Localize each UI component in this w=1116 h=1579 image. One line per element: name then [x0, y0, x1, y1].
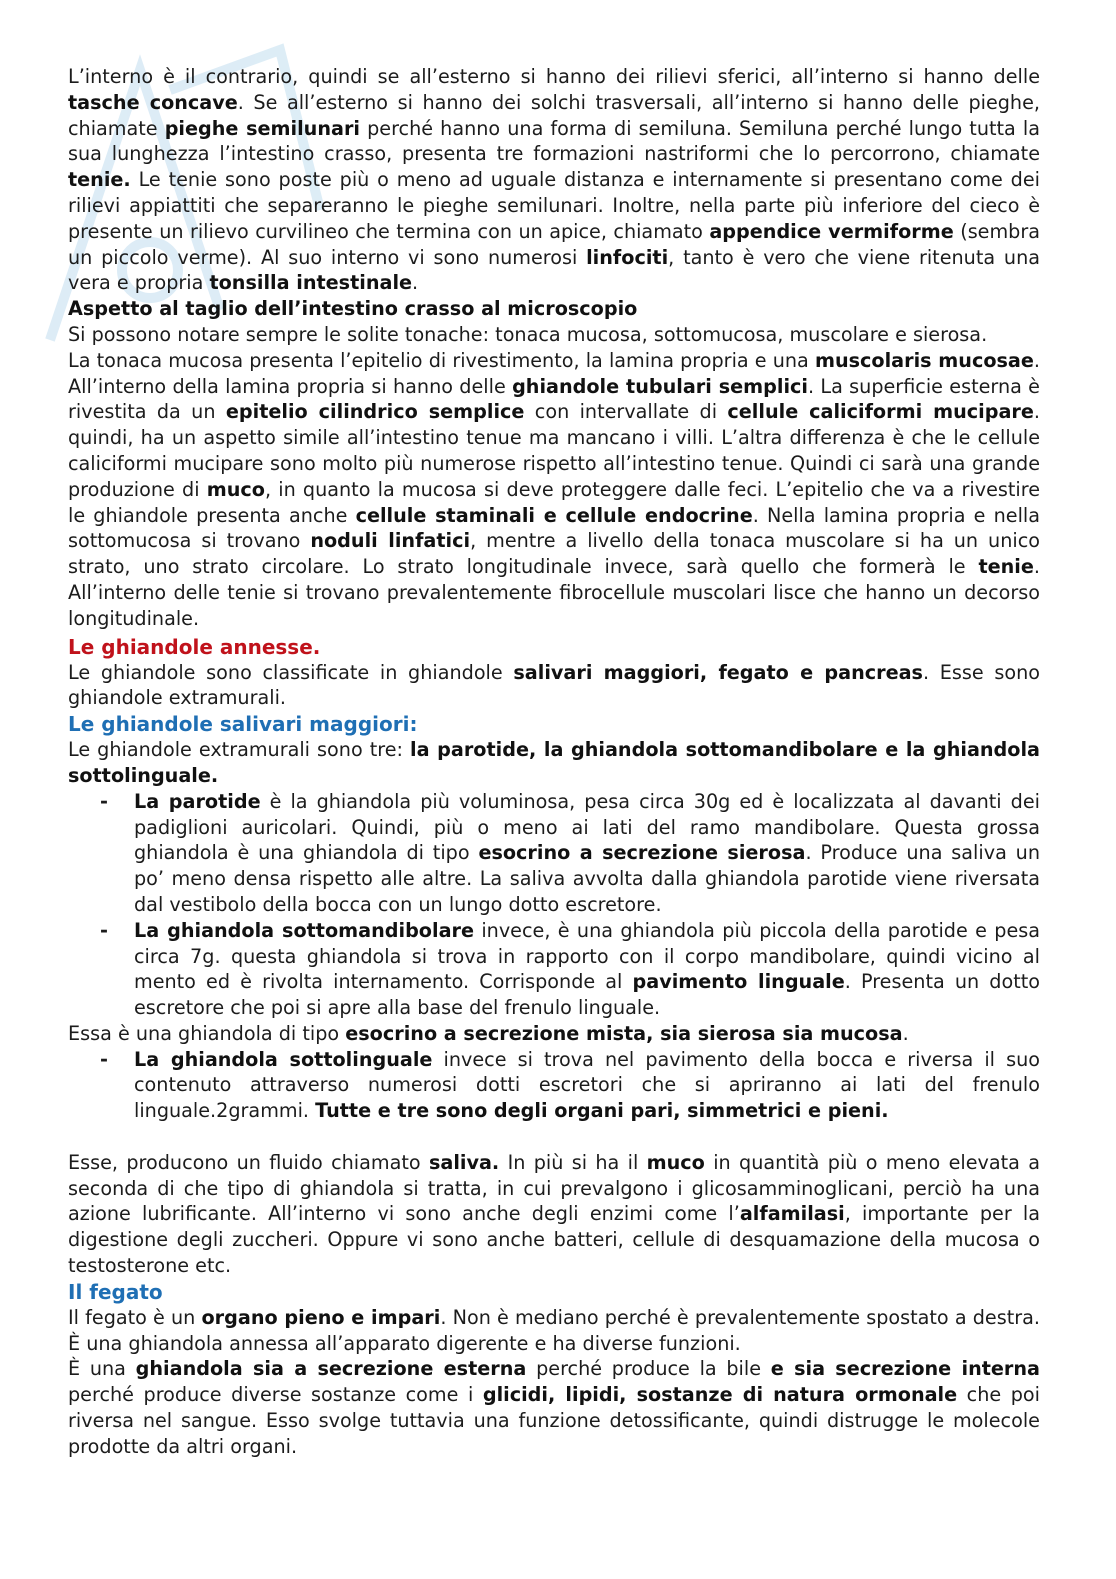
paragraph-tonaca-mucosa: La tonaca mucosa presenta l’epitelio di rivestimento, la lamina propria e una muscolaris mucosae. All’interno della lamina propria si hanno delle ghiandole tubulari semplici. La superficie esterna è rivestita da un epitelio cilindrico semplice con intervallate di cellule caliciformi mucipare. quindi, ha un aspetto simile all’intestino tenue ma mancano i villi. L’altra differenza è che le cellule caliciformi mucipare sono molto più numerose rispetto all’intestino tenue. Quindi ci sarà una grande produzione di muco, in quanto la mucosa si deve proteggere dalle feci. L’epitelio che va a rivestire le ghiandole presenta anche cellule staminali e cellule endocrine. Nella lamina propria e nella sottomucosa si trovano noduli linfatici, mentre a livello della tonaca muscolare si ha un unico strato, uno strato circolare. Lo strato longitudinale invece, sarà quello che formerà le tenie. All’interno delle tenie si trovano prevalentemente fibrocellule muscolari lisce che hanno un decorso longitudinale. — [68, 348, 1041, 630]
list-ghiandole-2 — [68, 1047, 1040, 1124]
paragraph-secrezione-mista: Essa è una ghiandola di tipo esocrino a secrezione mista, sia sierosa sia mucosa. — [68, 1021, 909, 1045]
list-item-sottolinguale: - La ghiandola sottolinguale invece si trova nel pavimento della bocca e riversa il suo contenuto attraverso numerosi dotti escretori che si apriranno ai lati del frenulo linguale.2grammi. Tutte e tre sono degli organi pari, simmetrici e pieni. — [68, 1047, 1040, 1124]
document-body — [68, 64, 1040, 1460]
heading-microscopio: Aspetto al taglio dell’intestino crasso al microscopio — [68, 297, 638, 321]
paragraph-fegato-secrezione: È una ghiandola sia a secrezione esterna perché produce la bile e sia secrezione interna perché produce diverse sostanze come i glicidi, lipidi, sostanze di natura ormonale che poi riversa nel sangue. Esso svolge tuttavia una funzione detossificante, quindi distrugge le molecole prodotte da altri organi. — [68, 1357, 1040, 1458]
paragraph-fegato-organo: Il fegato è un organo pieno e impari. Non è mediano perché è prevalentemente spostato a destra. È una ghiandola annessa all’apparato digerente e ha diverse funzioni. — [68, 1305, 1040, 1355]
paragraph-classificazione: Le ghiandole sono classificate in ghiandole salivari maggiori, fegato e pancreas. Esse sono ghiandole extramurali. — [68, 660, 1040, 710]
paragraph-tonache: Si possono notare sempre le solite tonache: tonaca mucosa, sottomucosa, muscolare e sierosa. — [68, 322, 988, 346]
list-item-parotide: - La parotide è la ghiandola più voluminosa, pesa circa 30g ed è localizzata al davanti dei padiglioni auricolari. Quindi, più o meno ai lati del ramo mandibolare. Questa grossa ghiandola è una ghiandola di tipo esocrino a secrezione sierosa. Produce una saliva un po’ meno densa rispetto alle altre. La saliva avvolta dalla ghiandola parotide viene riversata dal vestibolo della bocca con un lungo dotto escretore. — [68, 789, 1040, 918]
list-item-sottomandibolare: - La ghiandola sottomandibolare invece, è una ghiandola più piccola della parotide e pesa circa 7g. questa ghiandola si trova in rapporto con il corpo mandibolare, quindi vicino al mento ed è rivolta internamento. Corrisponde al pavimento linguale. Presenta un dotto escretore che poi si apre alla base del frenulo linguale. — [68, 918, 1040, 1021]
paragraph-intestino-interno: L’interno è il contrario, quindi se all’esterno si hanno dei rilievi sferici, all’interno si hanno delle tasche concave. Se all’esterno si hanno dei solchi trasversali, all’interno si hanno delle pieghe, chiamate pieghe semilunari perché hanno una forma di semiluna. Semiluna perché lungo tutta la sua lunghezza l’intestino crasso, presenta tre formazioni nastriformi che lo percorrono, chiamate tenie. Le tenie sono poste più o meno ad uguale distanza e internamente si presentano come dei rilievi appiattiti che separeranno le pieghe semilunari. Inoltre, nella parte più inferiore del cieco è presente un rilievo curvilineo che termina con un apice, chiamato appendice vermiforme (sembra un piccolo verme). Al suo interno vi sono numerosi linfociti, tanto è vero che viene ritenuta una vera e propria tonsilla intestinale. — [68, 65, 1041, 295]
paragraph-extramurali: Le ghiandole extramurali sono tre: la parotide, la ghiandola sottomandibolare e la ghiandola sottolinguale. — [68, 738, 1040, 787]
list-ghiandole-1 — [68, 789, 1040, 1021]
heading-fegato: Il fegato — [68, 1279, 163, 1304]
heading-ghiandole-annesse: Le ghiandole annesse. — [68, 634, 321, 659]
blank-line — [68, 1124, 1040, 1150]
heading-salivari-maggiori: Le ghiandole salivari maggiori: — [68, 712, 418, 737]
paragraph-saliva: Esse, producono un fluido chiamato saliva. In più si ha il muco in quantità più o meno elevata a seconda di che tipo di ghiandola si tratta, in cui prevalgono i glicosamminoglicani, perciò ha una azione lubrificante. All’interno vi sono anche degli enzimi come l’alfamilasi, importante per la digestione degli zuccheri. Oppure vi sono anche batteri, cellule di desquamazione della mucosa o testosterone etc. — [68, 1150, 1041, 1278]
